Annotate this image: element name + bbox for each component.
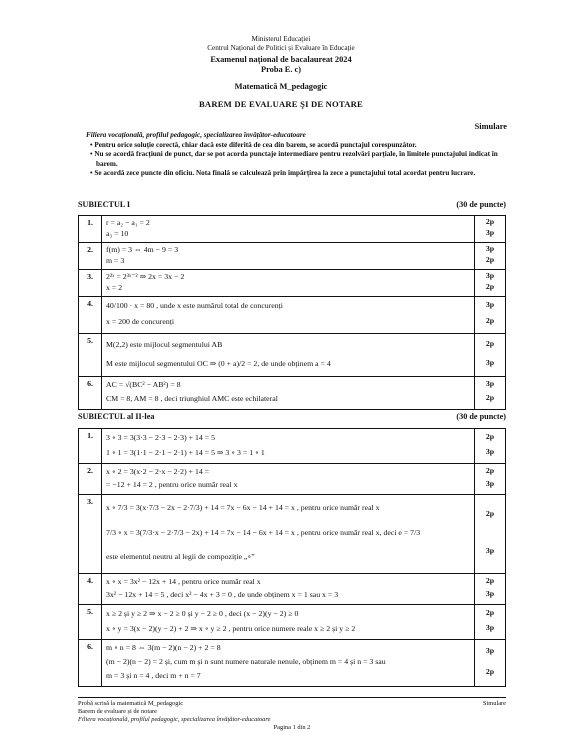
- item-number: 1.: [79, 216, 102, 243]
- solution-line: x ∘ 7/3 = 3(x·7/3 − 2x − 2·7/3) + 14 = 7x − 6x − 14 + 14 = x , pentru orice număr real x: [106, 503, 380, 512]
- table-row: [79, 429, 506, 464]
- solution-line: 1 ∘ 1 = 3(1·1 − 2·1 − 2·1) + 14 = 5 ⇒ 3 ∘ 3 = 1 ∘ 1: [106, 448, 265, 457]
- instruction-2-text: Nu se acordă fracțiuni de punct, dar se pot acorda punctaje intermediare pentru rezolvări parțiale, în limitele punctajului indicat în barem.: [94, 150, 498, 168]
- item-solution: [102, 243, 475, 270]
- points-value: 3p: [485, 244, 495, 253]
- solution-line: M(2,2) este mijlocul segmentului AB: [106, 340, 223, 349]
- solution-line: M este mijlocul segmentului OC ⇒ (0 + a)/2 = 2, de unde obținem a = 4: [106, 359, 331, 368]
- points-value: 2p: [485, 432, 495, 441]
- item-number: 4.: [79, 297, 102, 334]
- instruction-2: • Nu se acordă fracțiuni de punct, dar se pot acorda punctaje intermediare pentru rezolvări parțiale, în limitele punctajului indicat în barem.: [90, 150, 498, 168]
- page-header: [0, 35, 562, 53]
- table-row: [79, 216, 506, 243]
- center-name: Centrul Național de Politici și Evaluare în Educație: [207, 44, 355, 52]
- item-number: 4.: [79, 574, 102, 605]
- item-solution: [102, 297, 475, 334]
- filiera-line: Filiera vocațională, profilul pedagogic, specializarea învățător-educatoare: [86, 131, 306, 139]
- points-value: 3p: [485, 271, 495, 280]
- footer-line-1: Probă scrisă la matematică M_pedagogic: [78, 700, 184, 707]
- points-value: 2p: [485, 393, 495, 402]
- table-row: [79, 495, 506, 574]
- item-solution: [102, 334, 475, 377]
- table-row: [79, 243, 506, 270]
- table-row: [79, 377, 506, 410]
- table-row: [79, 640, 506, 687]
- solution-line: 2²ˣ = 2³ˣ⁻² ⇒ 2x = 3x − 2: [106, 272, 185, 281]
- solution-line: 40/100 · x = 80 , unde x este numărul total de concurenți: [106, 301, 283, 310]
- solution-line: x ≥ 2 și y ≥ 2 ⇒ x − 2 ≥ 0 și y − 2 ≥ 0 , deci (x − 2)(y − 2) ≥ 0: [106, 609, 299, 618]
- table-row: [79, 605, 506, 640]
- simulare-label: Simulare: [474, 122, 507, 131]
- points-value: 3p: [485, 546, 495, 555]
- table-row: [79, 464, 506, 495]
- item-solution: [102, 429, 475, 464]
- item-points: [475, 605, 506, 640]
- solution-line: x = 200 de concurenți: [106, 317, 175, 326]
- table-row: [79, 334, 506, 377]
- item-points: [475, 640, 506, 687]
- item-solution: [102, 464, 475, 495]
- points-value: 3p: [485, 228, 495, 237]
- points-value: 2p: [485, 509, 495, 518]
- page-number: Pagina 1 din 2: [273, 724, 311, 731]
- solution-line: a₃ = 10: [106, 229, 129, 238]
- exam-title: [0, 55, 562, 75]
- item-solution: [102, 270, 475, 297]
- solution-line: este elementul neutru al legii de compoziție „∘”: [106, 552, 255, 562]
- section-1-table: [78, 215, 506, 410]
- item-solution: [102, 495, 475, 574]
- item-solution: [102, 574, 475, 605]
- section-1-points: (30 de puncte): [456, 200, 506, 209]
- footer-line-3: Filiera vocațională, profilul pedagogic, specializarea învățător-educatoare: [78, 716, 271, 723]
- points-value: 3p: [485, 623, 495, 632]
- section-2-points: (30 de puncte): [456, 412, 506, 421]
- barem-title: BAREM DE EVALUARE ŞI DE NOTARE: [199, 99, 363, 109]
- points-value: 3p: [485, 447, 495, 456]
- item-number: 6.: [79, 377, 102, 410]
- points-value: 2p: [485, 282, 495, 291]
- instruction-1-text: Pentru orice soluție corectă, chiar dacă este diferită de cea din barem, se acordă punctajul corespunzător.: [94, 140, 417, 149]
- item-number: 2.: [79, 464, 102, 495]
- item-solution: [102, 377, 475, 410]
- item-points: [475, 334, 506, 377]
- section-2-table: [78, 428, 506, 687]
- table-row: [79, 297, 506, 334]
- points-value: 2p: [485, 576, 495, 585]
- points-value: 3p: [485, 646, 495, 655]
- item-solution: [102, 605, 475, 640]
- solution-line: x ∘ y = 3(x − 2)(y − 2) + 2 ⇒ x ∘ y ≥ 2 , pentru orice numere reale x ≥ 2 și y ≥ 2: [106, 624, 356, 633]
- instruction-1: • Pentru orice soluție corectă, chiar dacă este diferită de cea din barem, se acordă punctajul corespunzător.: [90, 140, 417, 149]
- solution-line: m = 3 și n = 4 , deci m + n = 7: [106, 671, 201, 680]
- item-number: 5.: [79, 334, 102, 377]
- item-number: 3.: [79, 270, 102, 297]
- instruction-3-text: Se acordă zece puncte din oficiu. Nota finală se calculează prin împărțirea la zece a punctajului total acordat pentru lucrare.: [94, 169, 476, 178]
- instructions: [86, 131, 510, 179]
- item-points: [475, 297, 506, 334]
- ministry-name: Ministerul Educației: [251, 35, 311, 43]
- solution-line: f(m) = 3 ⇔ 4m − 9 = 3: [106, 245, 179, 254]
- footer-line-2: Barem de evaluare și de notare: [78, 708, 157, 715]
- subject-title: Matematică M_pedagogic: [234, 82, 328, 91]
- points-value: 2p: [485, 608, 495, 617]
- exam-name: Examenul național de bacalaureat 2024: [210, 55, 352, 64]
- item-solution: [102, 640, 475, 687]
- points-value: 3p: [485, 479, 495, 488]
- section-1-heading: [78, 200, 506, 209]
- solution-line: 3 ∘ 3 = 3(3·3 − 2·3 − 2·3) + 14 = 5: [106, 433, 215, 442]
- item-number: 1.: [79, 429, 102, 464]
- solution-line: AC = √(BC² − AB²) = 8: [106, 380, 181, 389]
- points-value: 3p: [485, 358, 495, 367]
- solution-line: x ∘ 2 = 3(x·2 − 2·x − 2·2) + 14 =: [106, 467, 210, 476]
- solution-line: r = a₂ − a₁ = 2: [106, 218, 150, 227]
- points-value: 2p: [485, 466, 495, 475]
- solution-line: (m − 2)(n − 2) = 2 și, cum m și n sunt numere naturale nenule, obținem m = 4 și n = 3 sau: [106, 657, 386, 666]
- points-value: 2p: [485, 339, 495, 348]
- item-solution: [102, 216, 475, 243]
- item-number: 2.: [79, 243, 102, 270]
- section-1-title: SUBIECTUL I: [78, 200, 131, 209]
- solution-line: m ∘ n = 8 ⇔ 3(m − 2)(n − 2) + 2 = 8: [106, 643, 221, 652]
- item-points: [475, 216, 506, 243]
- solution-line: 3x² − 12x + 14 = 5 , deci x² − 4x + 3 = 0 , de unde obținem x = 1 sau x = 3: [106, 590, 339, 599]
- points-value: 2p: [485, 667, 495, 676]
- item-points: [475, 574, 506, 605]
- points-value: 3p: [485, 379, 495, 388]
- points-value: 2p: [485, 316, 495, 325]
- table-row: [79, 574, 506, 605]
- item-points: [475, 464, 506, 495]
- exam-proba: Proba E. c): [260, 65, 302, 74]
- item-points: [475, 243, 506, 270]
- solution-line: x = 2: [106, 283, 123, 292]
- table-row: [79, 270, 506, 297]
- solution-line: = −12 + 14 = 2 , pentru orice număr real x: [106, 480, 238, 489]
- points-value: 3p: [485, 300, 495, 309]
- item-number: 3.: [79, 495, 102, 574]
- item-points: [475, 270, 506, 297]
- solution-line: x ∘ x = 3x² − 12x + 14 , pentru orice număr real x: [106, 577, 261, 586]
- item-number: 5.: [79, 605, 102, 640]
- solution-line: 7/3 ∘ x = 3(7/3·x − 2·7/3 − 2x) + 14 = 7x − 14 − 6x + 14 = x , pentru orice număr real x, deci e = 7/3: [106, 527, 421, 537]
- footer-simulare: Simulare: [482, 700, 506, 707]
- points-value: 2p: [485, 217, 495, 226]
- section-2-heading: [78, 412, 506, 421]
- solution-line: CM = 8, AM = 8 , deci triunghiul AMC este echilateral: [106, 394, 278, 403]
- item-points: [475, 429, 506, 464]
- item-points: [475, 377, 506, 410]
- page-footer: [78, 697, 506, 732]
- instruction-3: • Se acordă zece puncte din oficiu. Nota finală se calculează prin împărțirea la zece a punctajului total acordat pentru lucrare.: [90, 169, 476, 178]
- section-2-title: SUBIECTUL al II-lea: [78, 412, 155, 421]
- points-value: 2p: [485, 255, 495, 264]
- solution-line: m = 3: [106, 256, 125, 265]
- item-number: 6.: [79, 640, 102, 687]
- item-points: [475, 495, 506, 574]
- points-value: 3p: [485, 589, 495, 598]
